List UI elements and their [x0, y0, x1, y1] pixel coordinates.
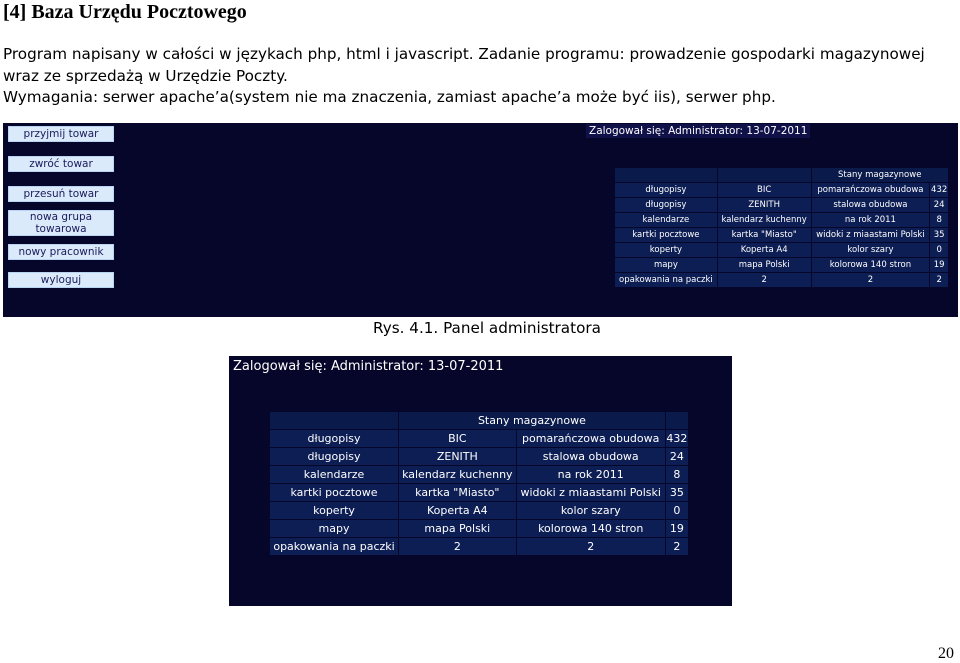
logged-in-text: Zalogował się: Administrator: 13-07-2011 — [586, 124, 810, 138]
table-cell: pomarańczowa obudowa — [812, 183, 930, 197]
receive-goods-button[interactable]: przyjmij towar — [8, 126, 114, 142]
table-cell: 2 — [666, 538, 688, 555]
table-cell: 19 — [666, 520, 688, 537]
description-line-1: Program napisany w całości w językach php, html i javascript. Zadanie programu: prowadzenie gospodarki magazynowej wraz ze sprzedażą w Urzędzie Poczty. — [3, 45, 925, 85]
page-number: 20 — [938, 645, 954, 662]
table-cell: opakowania na paczki — [615, 273, 717, 287]
table-row — [615, 213, 949, 227]
description-paragraph — [3, 44, 958, 109]
table-row — [270, 520, 688, 537]
table-cell: długopisy — [270, 430, 398, 447]
table-cell: 432 — [931, 185, 948, 195]
figure-caption: Rys. 4.1. Panel administratora — [373, 319, 601, 337]
table-cell: kolor szary — [812, 243, 930, 257]
table-cell: opakowania na paczki — [270, 538, 398, 555]
table-cell: 432 — [666, 432, 688, 445]
table-row — [615, 198, 949, 212]
table-cell: kolorowa 140 stron — [517, 520, 665, 537]
table-cell: kalendarz kuchenny — [399, 466, 516, 483]
table-cell: mapa Polski — [399, 520, 516, 537]
table-cell: długopisy — [270, 448, 398, 465]
table-cell: stalowa obudowa — [812, 198, 930, 212]
new-employee-button[interactable]: nowy pracownik — [8, 244, 114, 260]
table-cell: kalendarz kuchenny — [718, 213, 811, 227]
table-cell: kartki pocztowe — [270, 484, 398, 501]
table-cell: kolor szary — [517, 502, 665, 519]
table-cell: 8 — [666, 466, 688, 483]
logged-in-status-zoom: Zalogował się: Administrator: 13-07-2011 — [233, 359, 504, 374]
table-cell: 2 — [517, 538, 665, 555]
table-cell: kartki pocztowe — [615, 228, 717, 242]
table-row — [270, 448, 688, 465]
table-cell: 35 — [666, 484, 688, 501]
table-cell: długopisy — [615, 198, 717, 212]
table-cell: 24 — [666, 448, 688, 465]
table-cell: pomarańczowa obudowa — [517, 430, 665, 447]
table-cell: 2 — [718, 273, 811, 287]
description-line-2: Wymagania: serwer apache’a(system nie ma znaczenia, zamiast apache’a może być iis), serwer php. — [3, 88, 776, 106]
table-row — [270, 430, 688, 447]
table-row — [270, 502, 688, 519]
table-row — [615, 258, 949, 272]
move-goods-button[interactable]: przesuń towar — [8, 186, 114, 202]
return-goods-button[interactable]: zwróć towar — [8, 156, 114, 172]
stock-table-title: Stany magazynowe — [812, 168, 948, 182]
table-cell: długopisy — [615, 183, 717, 197]
stock-table-zoom — [269, 411, 689, 556]
table-cell: kalendarze — [270, 466, 398, 483]
table-cell: kolorowa 140 stron — [812, 258, 930, 272]
admin-panel-screenshot — [3, 123, 958, 317]
table-cell: widoki z miaastami Polski — [812, 228, 930, 242]
admin-menu — [8, 126, 114, 288]
table-cell: Koperta A4 — [399, 502, 516, 519]
logout-button[interactable]: wyloguj — [8, 272, 114, 288]
table-cell: kartka "Miasto" — [399, 484, 516, 501]
table-cell: stalowa obudowa — [517, 448, 665, 465]
table-cell: ZENITH — [718, 198, 811, 212]
table-row — [270, 538, 688, 555]
table-row — [615, 228, 949, 242]
stock-table-zoom-screenshot — [229, 356, 732, 606]
stock-table — [614, 167, 950, 288]
section-heading: [4] Baza Urzędu Pocztowego — [3, 1, 247, 23]
table-cell: kartka "Miasto" — [718, 228, 811, 242]
table-cell: ZENITH — [399, 448, 516, 465]
table-cell: 2 — [930, 273, 948, 287]
stock-table-title-zoom: Stany magazynowe — [399, 412, 665, 429]
table-cell: mapy — [615, 258, 717, 272]
table-cell: na rok 2011 — [812, 213, 930, 227]
table-cell: na rok 2011 — [517, 466, 665, 483]
table-cell: kalendarze — [615, 213, 717, 227]
table-row — [270, 466, 688, 483]
table-cell: 2 — [812, 273, 930, 287]
table-cell: 35 — [930, 228, 948, 242]
table-cell: 2 — [399, 538, 516, 555]
table-cell: 8 — [930, 213, 948, 227]
table-row — [615, 183, 949, 197]
table-cell: koperty — [270, 502, 398, 519]
table-cell: BIC — [399, 430, 516, 447]
table-cell: mapy — [270, 520, 398, 537]
table-row — [615, 273, 949, 287]
table-cell: 0 — [666, 502, 688, 519]
table-cell: Koperta A4 — [718, 243, 811, 257]
table-cell: 24 — [930, 198, 948, 212]
table-cell: mapa Polski — [718, 258, 811, 272]
table-row — [615, 243, 949, 257]
table-cell: BIC — [718, 183, 811, 197]
table-cell: 19 — [930, 258, 948, 272]
table-cell: widoki z miaastami Polski — [517, 484, 665, 501]
table-cell: koperty — [615, 243, 717, 257]
table-row — [270, 484, 688, 501]
table-cell: 0 — [930, 243, 948, 257]
logged-in-status — [586, 125, 810, 137]
new-product-group-button[interactable]: nowa grupa towarowa — [8, 210, 114, 236]
